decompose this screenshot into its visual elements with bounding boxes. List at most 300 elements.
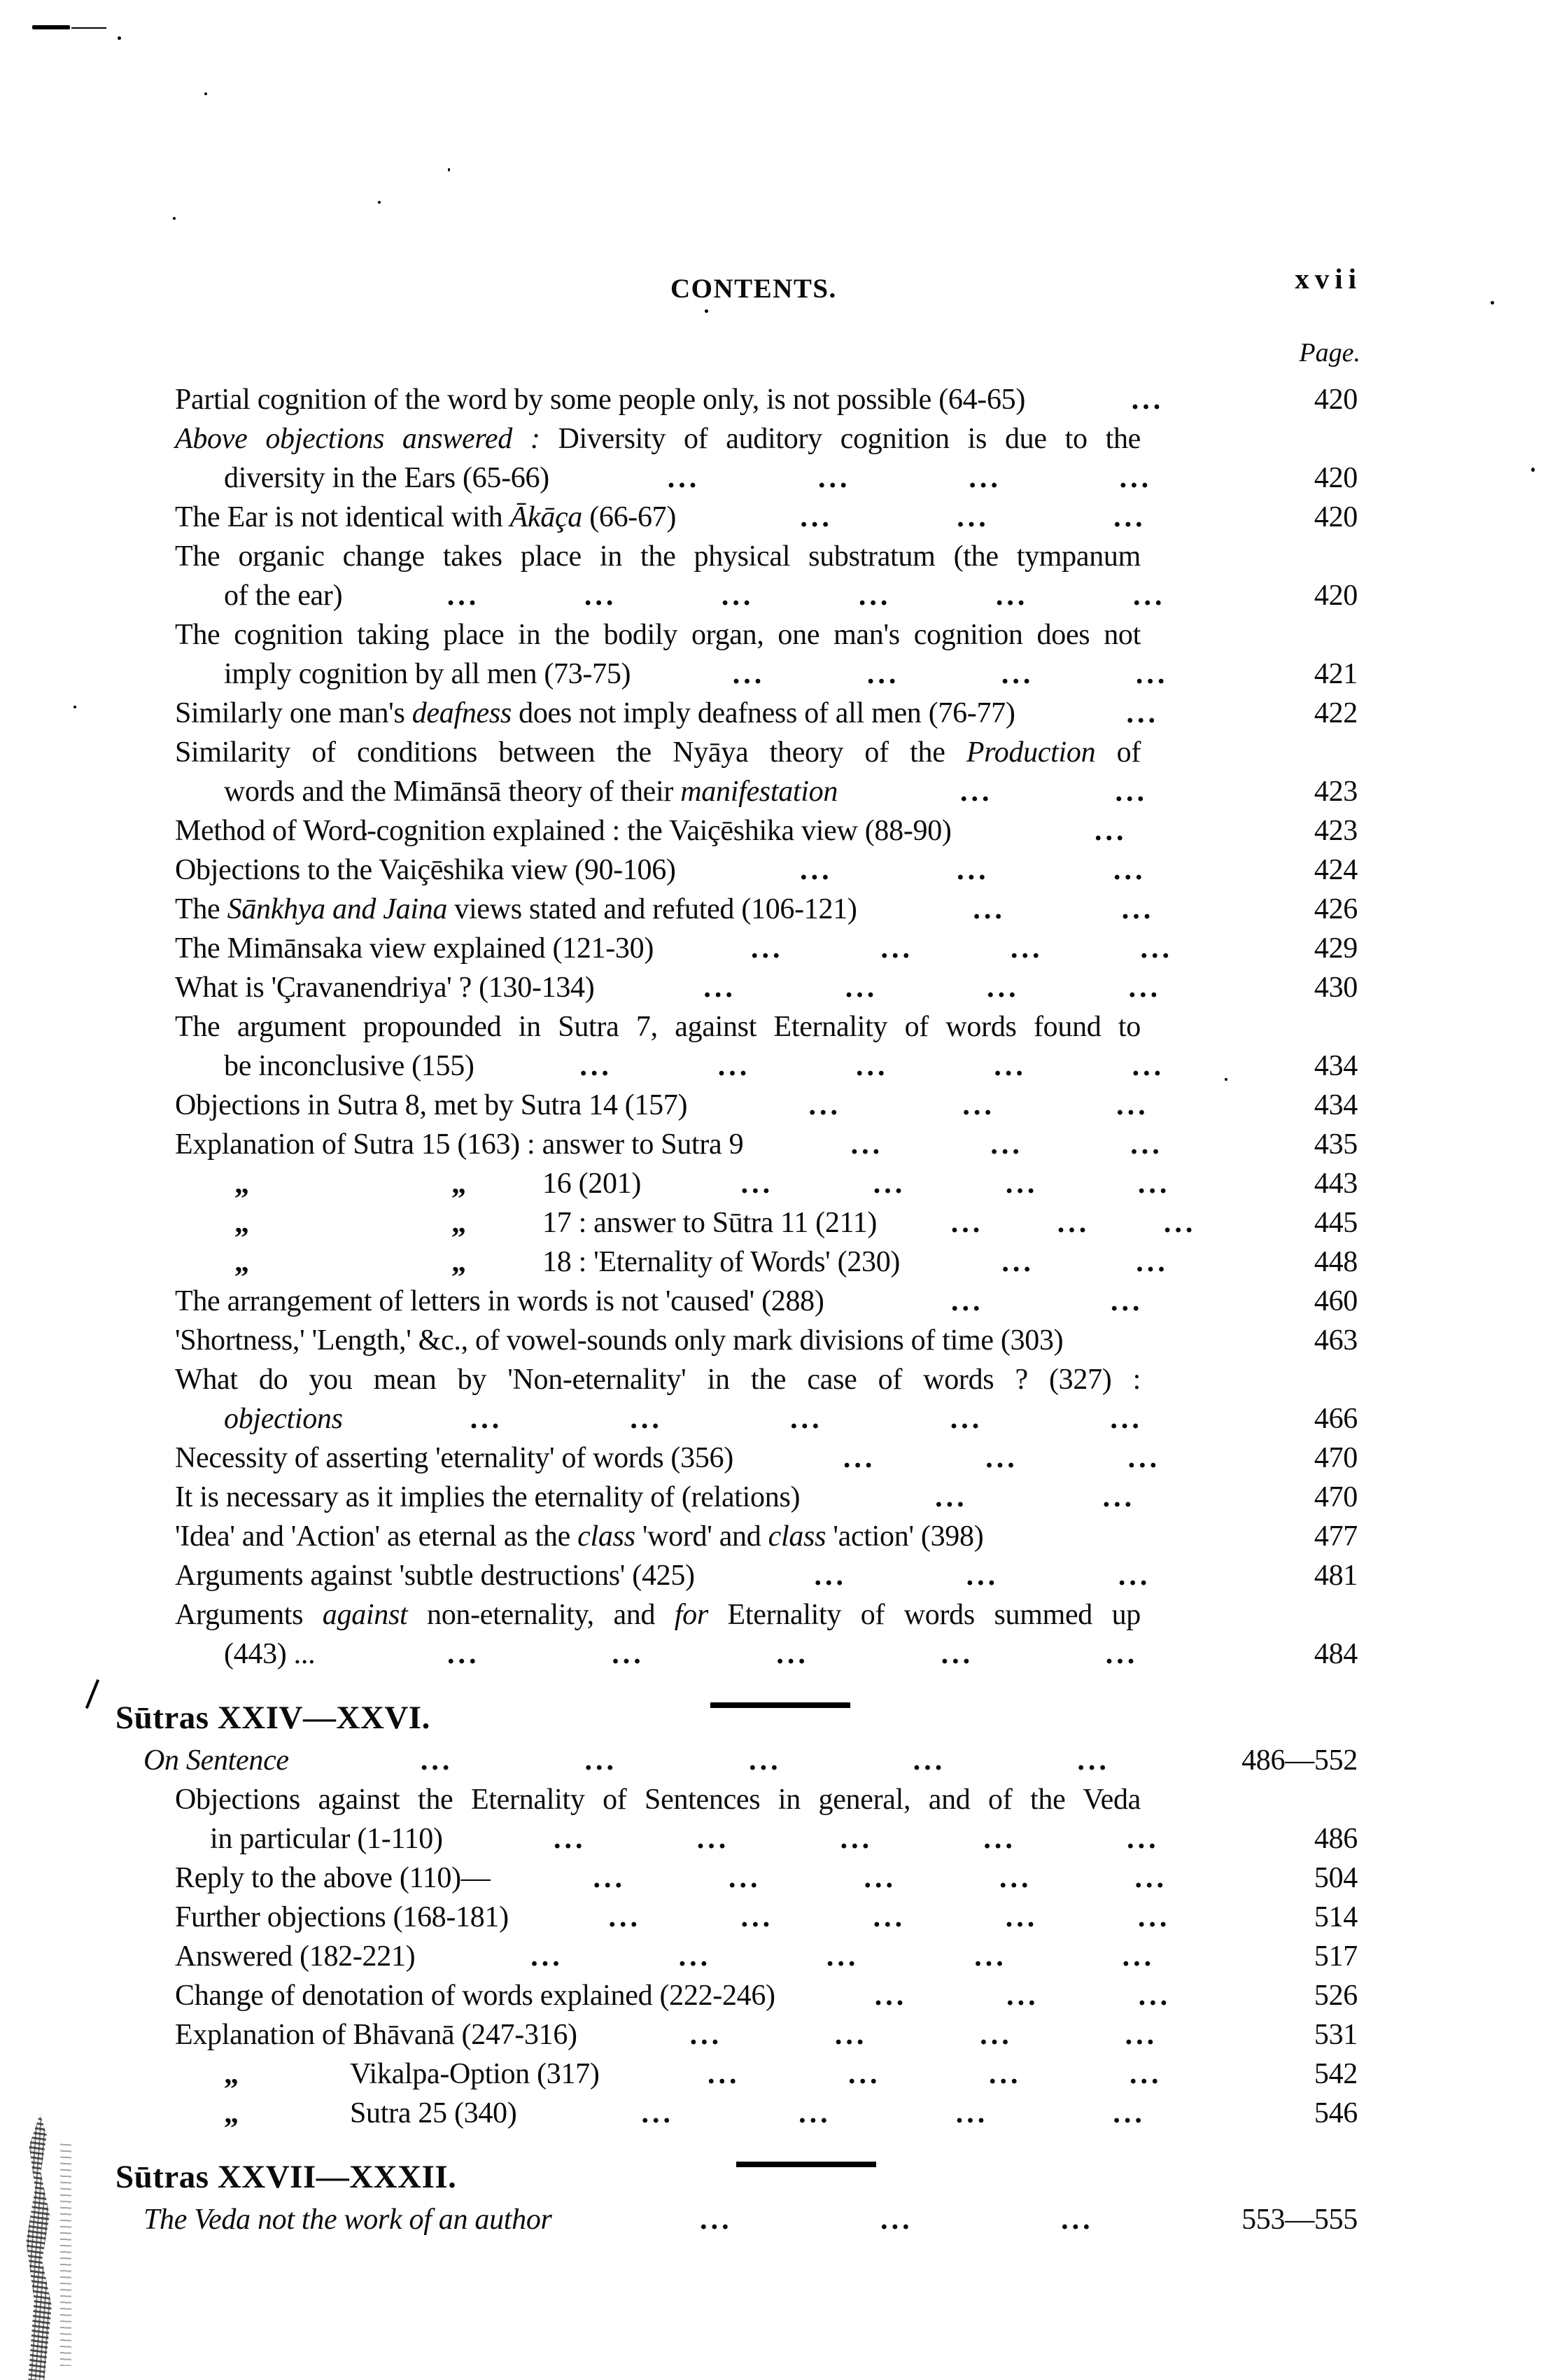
entry-text-part: views stated and refuted (106-121) [447, 893, 857, 925]
entry-text-part: diversity in the Ears (65-66) [224, 462, 549, 494]
leader-dot-group: ... [1136, 1246, 1169, 1278]
entry-text-part: It is necessary as it implies the eternality of (relations) [175, 1481, 801, 1513]
page-number: 514 [1314, 1901, 1358, 1933]
entry-text-part: in particular (1-110) [210, 1823, 443, 1855]
section-rule [710, 1702, 850, 1708]
leader-dot-group: ... [1105, 1638, 1139, 1670]
entry-text [143, 2200, 552, 2239]
leader-dot-group: ... [700, 2204, 733, 2236]
leader-dot-group: ... [1077, 1744, 1110, 1777]
scan-smudge-streak [24, 2114, 53, 2380]
toc-entry-line [175, 1556, 1358, 1595]
page-number: 420 [1314, 462, 1358, 494]
leader-dots [900, 1242, 1270, 1282]
entry-text-part: 18 : 'Eternality of Words' (230) [542, 1246, 901, 1278]
section-heading-row [115, 1695, 1358, 1741]
toc-entry-line [175, 1164, 1358, 1203]
ditto-mark: „ [224, 2097, 239, 2129]
leader-dot-group: ... [864, 1862, 896, 1894]
entry-text-part: (66-67) [582, 501, 677, 533]
entry-text [224, 1046, 474, 1086]
leader-dot-group: ... [1110, 1403, 1143, 1435]
entry-text [175, 419, 1141, 458]
leader-dot-group: ... [973, 893, 1006, 925]
leader-dots [289, 1741, 1241, 1780]
entry-text [143, 1741, 289, 1780]
toc-entry-line [224, 772, 1358, 811]
leader-dot-group: ... [1137, 1168, 1171, 1200]
entry-text [175, 1321, 1063, 1360]
leader-dot-group: ... [790, 1403, 823, 1435]
entry-text [224, 1399, 343, 1438]
page-number: 423 [1314, 815, 1358, 847]
entry-text [224, 1634, 315, 1674]
toc-entry-line [175, 380, 1358, 419]
toc-entry-line [224, 458, 1358, 498]
entry-text [175, 1086, 687, 1125]
leader-dot-group: ... [848, 2058, 881, 2090]
leader-dot-group: ... [612, 1638, 645, 1670]
page-number: 443 [1314, 1168, 1358, 1200]
leader-dots [549, 458, 1270, 498]
entry-text-part: for [674, 1599, 708, 1631]
leader-dot-group: ... [721, 580, 754, 612]
entry-text-part: Sānkhya and Jaina [227, 893, 448, 925]
toc-entry-line [175, 615, 1358, 654]
toc-entry-line [224, 576, 1358, 615]
leader-dot-group: ... [826, 1940, 859, 1973]
entry-text-part: of [1095, 736, 1141, 769]
toc-entry-line [175, 537, 1358, 576]
leader-dot-group: ... [708, 2058, 740, 2090]
toc-entry-line [224, 654, 1358, 694]
leader-dot-group: ... [941, 1638, 974, 1670]
entry-text-part: The Veda not the work of an author [143, 2204, 552, 2236]
page-number: 420 [1314, 384, 1358, 416]
leader-dot-group: ... [880, 2204, 913, 2236]
leader-dots [491, 1858, 1270, 1898]
leader-dot-group: ... [955, 2097, 989, 2129]
leader-dot-group: ... [1131, 384, 1164, 416]
entry-text [175, 1780, 1141, 1819]
entry-text [175, 1360, 1141, 1399]
leader-dot-group: ... [950, 1207, 984, 1239]
toc-entry-line [143, 1741, 1358, 1780]
page-number: 434 [1314, 1089, 1358, 1121]
entry-text-part: non-eternality, and [407, 1599, 675, 1631]
toc-entry-line [175, 811, 1358, 850]
page-number: 423 [1314, 776, 1358, 808]
section-rule [736, 2162, 876, 2167]
toc-entry-line [175, 968, 1358, 1007]
page-number: 445 [1314, 1207, 1358, 1239]
toc-entry-line [175, 1478, 1358, 1517]
leader-dot-group: ... [987, 972, 1020, 1004]
leader-dot-group: ... [1132, 580, 1166, 612]
leader-dot-group: ... [1130, 1128, 1163, 1161]
page-number: 542 [1314, 2058, 1358, 2090]
entry-text [175, 1125, 743, 1164]
page-number: 429 [1314, 932, 1358, 965]
toc-entry-line [175, 850, 1358, 890]
entry-text [175, 733, 1141, 772]
page-number: 484 [1314, 1638, 1358, 1670]
entry-text-part: The [175, 893, 227, 925]
leader-dot-group: ... [850, 1128, 884, 1161]
toc-entry-line [175, 2054, 1358, 2094]
leader-dots [676, 498, 1270, 537]
entry-text [175, 850, 676, 890]
leader-dots [552, 2200, 1241, 2239]
page-number: 517 [1314, 1940, 1358, 1973]
leader-dot-group: ... [994, 1050, 1027, 1082]
scan-smudge-streak-light [60, 2142, 71, 2366]
toc-entry-line [175, 733, 1358, 772]
leader-dots [824, 1282, 1270, 1321]
toc-entry-line [175, 2094, 1358, 2133]
leader-dots [474, 1046, 1270, 1086]
page-number: 504 [1314, 1862, 1358, 1894]
page-number: 546 [1314, 2097, 1358, 2129]
leader-dot-group: ... [866, 658, 900, 690]
toc-entry-line [143, 2200, 1358, 2239]
leader-dot-group: ... [696, 1823, 730, 1855]
leader-dot-group: ... [974, 1940, 1007, 1973]
leader-dot-group: ... [1121, 893, 1155, 925]
leader-dots [342, 576, 1270, 615]
leader-dot-group: ... [420, 1744, 453, 1777]
entry-text [224, 576, 342, 615]
leader-dots [676, 850, 1270, 890]
entry-text-part: Above objections answered : [175, 423, 540, 455]
entry-text [175, 1595, 1141, 1634]
toc-entry-line [175, 694, 1358, 733]
entry-text [224, 654, 631, 694]
leader-dot-group: ... [1061, 2204, 1094, 2236]
leader-dot-group: ... [1010, 932, 1043, 965]
leader-dot-group: ... [1113, 2097, 1146, 2129]
entry-text-part: objections [224, 1403, 343, 1435]
leader-dot-group: ... [935, 1481, 968, 1513]
leader-dot-group: ... [678, 1940, 712, 1973]
leader-dot-group: ... [1140, 932, 1173, 965]
leader-dot-group: ... [999, 1862, 1032, 1894]
toc-entry-line [175, 1203, 1358, 1242]
leader-dot-group: ... [732, 658, 766, 690]
page-number: 486 [1314, 1823, 1358, 1855]
page-number: 466 [1314, 1403, 1358, 1435]
leader-dots [1025, 380, 1270, 419]
entry-text-part: Eternality of words summed up [708, 1599, 1141, 1631]
leader-dot-group: ... [798, 2097, 831, 2129]
leader-dot-group: ... [1005, 1168, 1039, 1200]
entry-text-part: Partial cognition of the word by some people only, is not possible (64-65) [175, 384, 1026, 416]
entry-text-part: The Ear is not identical with [175, 501, 510, 533]
page-number: 421 [1314, 658, 1358, 690]
scan-speck [705, 309, 708, 313]
entry-text-part: Necessity of asserting 'eternality' of words (356) [175, 1442, 733, 1474]
leader-dot-group: ... [808, 1089, 842, 1121]
entry-text-part: Change of denotation of words explained (222-246) [175, 1980, 775, 2012]
entry-text-part: Explanation of Sutra 15 (163) : answer to Sutra 9 [175, 1128, 744, 1161]
leader-dots [877, 1203, 1270, 1242]
leader-dots [443, 1819, 1270, 1858]
leader-dot-group: ... [990, 1128, 1023, 1161]
leader-dot-group: ... [1122, 1940, 1155, 1973]
entry-text [175, 694, 1015, 733]
toc-entry-line [224, 1399, 1358, 1438]
page-number: 486—552 [1241, 1744, 1358, 1777]
leader-dot-group: ... [584, 580, 617, 612]
leader-dots [516, 2094, 1270, 2133]
leader-dots [687, 1086, 1270, 1125]
entry-text [210, 1819, 443, 1858]
section-heading-row [115, 2154, 1358, 2200]
entry-text [175, 1976, 775, 2015]
entry-text-part: Arguments against 'subtle destructions' (425) [175, 1560, 695, 1592]
entry-text [175, 1282, 824, 1321]
leader-dot-group: ... [995, 580, 1029, 612]
leader-dot-group: ... [980, 2019, 1013, 2051]
leader-dot-group: ... [740, 1168, 774, 1200]
leader-dot-group: ... [641, 2097, 675, 2129]
leader-dot-group: ... [1118, 1560, 1151, 1592]
leader-dot-group: ... [749, 1744, 782, 1777]
leader-dot-group: ... [1163, 1207, 1197, 1239]
entry-text [350, 2054, 600, 2094]
leader-dots [838, 772, 1270, 811]
entry-text-part: The cognition taking place in the bodily organ, one man's cognition does not [175, 619, 1141, 651]
entry-text-part: Answered (182-221) [175, 1940, 416, 1973]
entry-text-part: Objections in Sutra 8, met by Sutra 14 (157) [175, 1089, 688, 1121]
leader-dot-group: ... [957, 501, 990, 533]
leader-dot-group: ... [858, 580, 892, 612]
toc-entry-line [175, 1976, 1358, 2015]
entry-text [542, 1242, 900, 1282]
toc-entry-line [210, 1819, 1358, 1858]
entry-text [175, 1517, 983, 1556]
page-number: 430 [1314, 972, 1358, 1004]
entry-text [175, 1937, 415, 1976]
leader-dot-group: ... [1113, 854, 1146, 886]
entry-text [175, 615, 1141, 654]
page-number: 426 [1314, 893, 1358, 925]
page-number: 526 [1314, 1980, 1358, 2012]
leader-dots [415, 1937, 1270, 1976]
leader-dot-group: ... [1001, 1246, 1034, 1278]
leader-dot-group: ... [1132, 1050, 1165, 1082]
page-column-label: Page. [1299, 338, 1360, 368]
entry-text [224, 458, 549, 498]
leader-dot-group: ... [873, 1168, 906, 1200]
leader-dots [343, 1399, 1270, 1438]
entry-text [175, 1478, 800, 1517]
leader-dot-group: ... [584, 1744, 618, 1777]
leader-dot-group: ... [834, 2019, 868, 2051]
leader-dot-group: ... [1127, 1823, 1160, 1855]
entry-text-part: deafness [411, 697, 512, 729]
entry-text-part: Ākāça [509, 501, 582, 533]
entry-text-part: 16 (201) [542, 1168, 642, 1200]
leader-dot-group: ... [717, 1050, 751, 1082]
entry-text [542, 1203, 877, 1242]
entry-text-part: Diversity of auditory cognition is due to the [540, 423, 1141, 455]
leader-dots [775, 1976, 1270, 2015]
scan-ink-line [32, 25, 70, 29]
ditto-mark: „ [451, 1168, 466, 1200]
leader-dot-group: ... [840, 1823, 873, 1855]
page-number: 448 [1314, 1246, 1358, 1278]
page-number: 435 [1314, 1128, 1358, 1161]
entry-text-part: Objections against the Eternality of Sentences in general, and of the Veda [175, 1784, 1141, 1816]
scan-stray-mark [85, 1679, 99, 1709]
leader-dot-group: ... [1111, 1285, 1144, 1317]
leader-dot-group: ... [962, 1089, 995, 1121]
leader-dots [800, 1478, 1270, 1517]
entry-text-part: Similarity of conditions between the Nyāya theory of the [175, 736, 966, 769]
table-of-contents [115, 380, 1358, 2239]
entry-text-part: Arguments [175, 1599, 323, 1631]
leader-dot-group: ... [553, 1823, 586, 1855]
leader-dots [857, 890, 1270, 929]
toc-entry-line [175, 1360, 1358, 1399]
leader-dot-group: ... [1119, 462, 1153, 494]
leader-dot-group: ... [845, 972, 878, 1004]
entry-text [175, 1438, 733, 1478]
leader-dot-group: ... [985, 1442, 1018, 1474]
leader-dot-group: ... [957, 854, 990, 886]
page-number: 420 [1314, 580, 1358, 612]
leader-dots [733, 1438, 1270, 1478]
page-number: 434 [1314, 1050, 1358, 1082]
toc-entry-line [175, 1242, 1358, 1282]
leader-dot-group: ... [630, 1403, 663, 1435]
entry-text [175, 537, 1141, 576]
leader-dots [509, 1898, 1270, 1937]
leader-dot-group: ... [814, 1560, 847, 1592]
leader-dot-group: ... [1001, 658, 1034, 690]
entry-text-part: Vikalpa-Option (317) [350, 2058, 600, 2090]
entry-text [175, 811, 952, 850]
leader-dots [1015, 694, 1270, 733]
leader-dot-group: ... [1135, 658, 1169, 690]
leader-dot-group: ... [913, 1744, 946, 1777]
ditto-mark: „ [224, 2058, 239, 2090]
toc-entry-line [175, 1321, 1358, 1360]
entry-text [175, 498, 676, 537]
leader-dot-group: ... [776, 1638, 809, 1670]
leader-dot-group: ... [1130, 2058, 1162, 2090]
entry-text-part: Reply to the above (110)— [175, 1862, 491, 1894]
entry-text-part: 'action' (398) [826, 1520, 984, 1553]
page-number: 553—555 [1241, 2204, 1358, 2236]
leader-dots [600, 2054, 1270, 2094]
leader-dot-group: ... [1126, 697, 1160, 729]
entry-text [175, 929, 654, 968]
entry-text-part: does not imply deafness of all men (76-77) [511, 697, 1015, 729]
ditto-mark: „ [451, 1246, 466, 1278]
folio-roman-numeral: xvii [1295, 262, 1362, 295]
leader-dot-group: ... [880, 932, 913, 965]
leader-dot-group: ... [470, 1403, 503, 1435]
toc-entry-line [175, 1282, 1358, 1321]
entry-text [175, 1556, 695, 1595]
scan-speck [118, 36, 121, 40]
toc-entry-line [224, 1634, 1358, 1674]
ditto-mark: „ [234, 1168, 249, 1200]
leader-dots [577, 2015, 1270, 2054]
toc-entry-line [175, 2015, 1358, 2054]
entry-text-part: manifestation [680, 776, 838, 808]
leader-dot-group: ... [728, 1862, 761, 1894]
entry-text-part: 'word' and [635, 1520, 768, 1553]
entry-text-part: 'Idea' and 'Action' as eternal as the [175, 1520, 578, 1553]
leader-dot-group: ... [446, 580, 480, 612]
toc-entry-line [175, 498, 1358, 537]
entry-text-part: Further objections (168-181) [175, 1901, 509, 1933]
leader-dot-group: ... [951, 1285, 984, 1317]
scan-speck [204, 92, 207, 95]
page-number: 470 [1314, 1442, 1358, 1474]
leader-dot-group: ... [960, 776, 993, 808]
scan-speck [378, 201, 381, 204]
entry-text-part: be inconclusive (155) [224, 1050, 474, 1082]
toc-entry-line [175, 1125, 1358, 1164]
toc-entry-line [175, 1898, 1358, 1937]
leader-dots [654, 929, 1270, 968]
leader-dot-group: ... [874, 1980, 908, 2012]
leader-dot-group: ... [856, 1050, 889, 1082]
entry-text-part: (443) ... [224, 1638, 316, 1670]
scan-speck [1491, 301, 1494, 304]
toc-entry-line [224, 1046, 1358, 1086]
leader-dot-group: ... [1116, 1089, 1149, 1121]
entry-text-part: The argument propounded in Sutra 7, against Eternality of words found to [175, 1011, 1141, 1043]
entry-text [350, 2094, 516, 2133]
leader-dot-group: ... [446, 1638, 480, 1670]
leader-dot-group: ... [703, 972, 736, 1004]
entry-text [542, 1164, 641, 1203]
entry-text-part: What do you mean by 'Non-eternality' in the case of words ? (327) : [175, 1364, 1141, 1396]
leader-dot-group: ... [530, 1940, 563, 1973]
toc-entry-line [175, 1438, 1358, 1478]
leader-dot-group: ... [800, 501, 833, 533]
entry-text [175, 968, 594, 1007]
entry-text-part: The organic change takes place in the physical substratum (the tympanum [175, 540, 1141, 573]
entry-text [175, 1858, 491, 1898]
toc-entry-line [175, 1086, 1358, 1125]
leader-dots [315, 1634, 1270, 1674]
entry-text-part: Explanation of Bhāvanā (247-316) [175, 2019, 577, 2051]
page-number: 463 [1314, 1324, 1358, 1357]
leader-dot-group: ... [1128, 972, 1162, 1004]
ditto-mark: „ [234, 1246, 249, 1278]
page-number: 481 [1314, 1560, 1358, 1592]
leader-dot-group: ... [1057, 1207, 1090, 1239]
page-number: 470 [1314, 1481, 1358, 1513]
leader-dot-group: ... [1115, 776, 1148, 808]
leader-dot-group: ... [1127, 1442, 1161, 1474]
leader-dot-group: ... [1137, 1901, 1171, 1933]
page-number: 477 [1314, 1520, 1358, 1553]
page-number: 531 [1314, 2019, 1358, 2051]
toc-entry-line [175, 1780, 1358, 1819]
entry-text-part: Production [966, 736, 1096, 769]
leader-dot-group: ... [1113, 501, 1146, 533]
entry-text [175, 380, 1025, 419]
toc-entry-line [175, 419, 1358, 458]
leader-dot-group: ... [1125, 2019, 1158, 2051]
